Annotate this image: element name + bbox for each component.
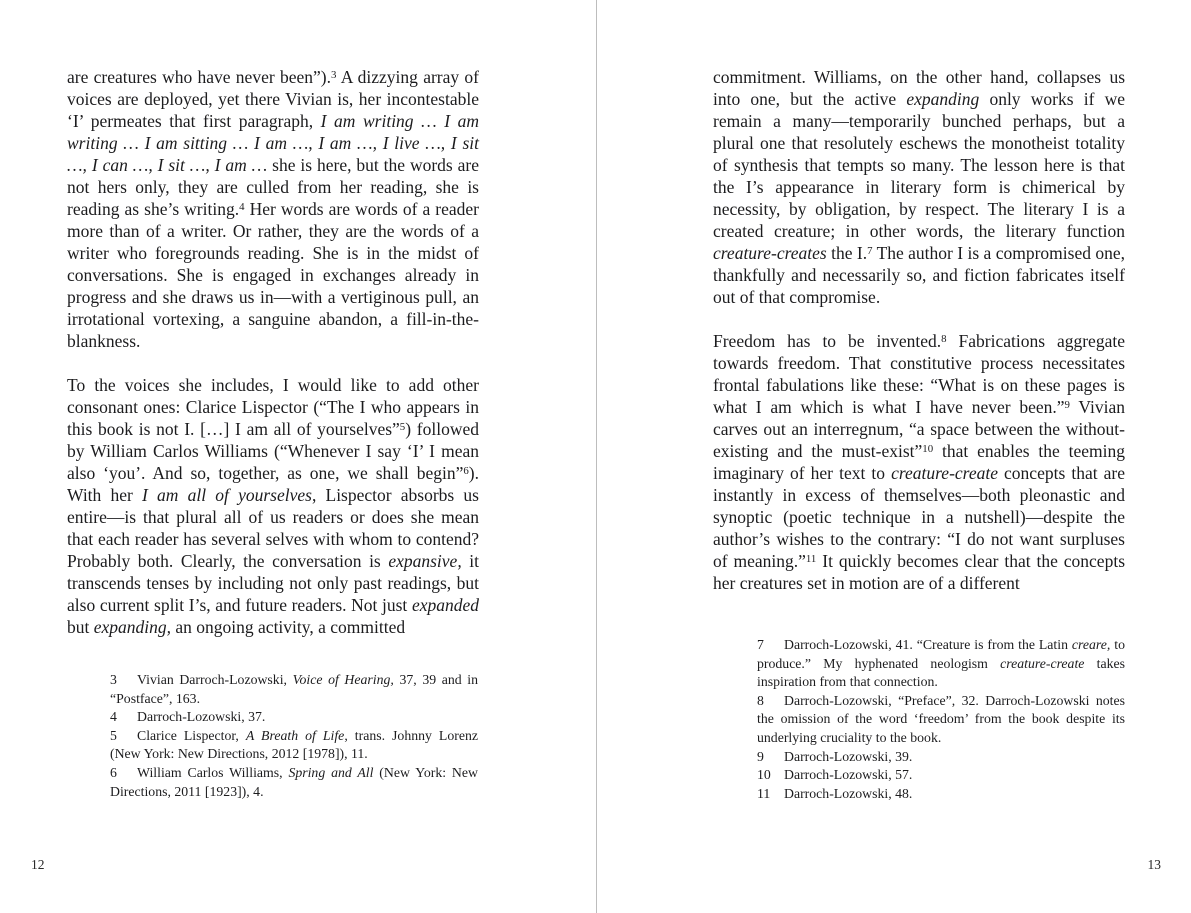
page-number-right: 13: [1147, 857, 1161, 872]
footnote: 6 William Carlos Williams, Spring and All (New York: New Directions, 2011 [1923]), 4.: [110, 764, 478, 799]
footnote: 7 Darroch-Lozowski, 41. “Creature is from the Latin creare, to produce.” My hyphenated neologism creature-create takes inspiration from that connection.: [757, 637, 1126, 690]
footnotes-left: [110, 671, 478, 801]
footnotes-right: [757, 636, 1125, 803]
footnote: 11 Darroch-Lozowski, 48.: [757, 785, 913, 801]
body-paragraph: To the voices she includes, I would like to add other consonant ones: Clarice Lispector (“The I who appears in this book is not I. […] I am all of yourselves”$^5$) followed by William Carlos Williams (“Whenever I say ‘I’ I mean also ‘you’. And so, together, as one, we shall begin”$^6$). With her I am all of yourselves, Lispector absorbs us entire—is that plural all of us readers or does she mean that each reader has several selves with whom to contend? Probably both. Clearly, the conversation is expansive, it transcends tenses by including not only past readings, but also current split I’s, and future readers. Not just expanded but expanding, an ongoing activity, a committed: [67, 375, 479, 637]
body-paragraph: are creatures who have never been”).$^3$ A dizzying array of voices are deployed, yet there Vivian is, her incontestable ‘I’ permeates that first paragraph, I am writing … I am writing … I am sitting … I am …, I am …, I live …, I sit …, I can …, I sit …, I am … she is here, but the words are not hers only, they are culled from her reading, she is reading as she’s writing.$^4$ Her words are words of a reader more than of a writer. Or rather, they are the words of a writer who foregrounds reading. She is in the midst of conversations. She is engaged in exchanges already in progress and she draws us in—with a vertiginous pull, an irrotational vortexing, a sanguine abandon, a fill-in-the-blankness.: [67, 67, 480, 351]
page-number-left: 12: [31, 857, 45, 872]
body-text-left: [67, 66, 479, 638]
footnote: 5 Clarice Lispector, A Breath of Life, trans. Johnny Lorenz (New York: New Directions, 2012 [1978]), 11.: [110, 727, 478, 762]
footnote: 8 Darroch-Lozowski, “Preface”, 32. Darroch-Lozowski notes the omission of the word ‘freedom’ from the book despite its underlying cruciality to the book.: [757, 692, 1125, 745]
body-paragraph: commitment. Williams, on the other hand, collapses us into one, but the active expanding only works if we remain a many—temporarily bunched perhaps, but a plural one that resolutely eschews the monotheist totality of synthesis that tempts so many. The lesson here is that the I’s appearance in literary form is chimerical by necessity, by obligation, by respect. The literary I is a created creature; in other words, the literary function creature-creates the I.$^7$ The author I is a compromised one, thankfully and necessarily so, and fiction fabricates itself out of that compromise.: [713, 67, 1125, 307]
body-paragraph: Freedom has to be invented.$^8$ Fabrications aggregate towards freedom. That constitutive process necessitates frontal fabulations like these: “What is on these pages is what I am which is what I have never been.”$^9$ Vivian carves out an interregnum, “a space between the without-existing and the must-exist”$^{10}$ that enables the teeming imaginary of her text to creature-create concepts that are instantly in excess of themselves—both pleonastic and synoptic (poetic technique in a nutshell)—despite the author’s wishes to the contrary: “I do not want surpluses of meaning.”$^{11}$ It quickly becomes clear that the concepts her creatures set in motion are of a different: [713, 331, 1126, 593]
body-text-right: [713, 66, 1125, 594]
footnote: 9 Darroch-Lozowski, 39.: [757, 748, 913, 764]
footnote: 3 Vivian Darroch-Lozowski, Voice of Hearing, 37, 39 and in “Postface”, 163.: [110, 672, 478, 706]
gutter-divider: [596, 0, 597, 913]
footnote: 4 Darroch-Lozowski, 37.: [110, 709, 266, 725]
footnote: 10 Darroch-Lozowski, 57.: [757, 767, 913, 783]
